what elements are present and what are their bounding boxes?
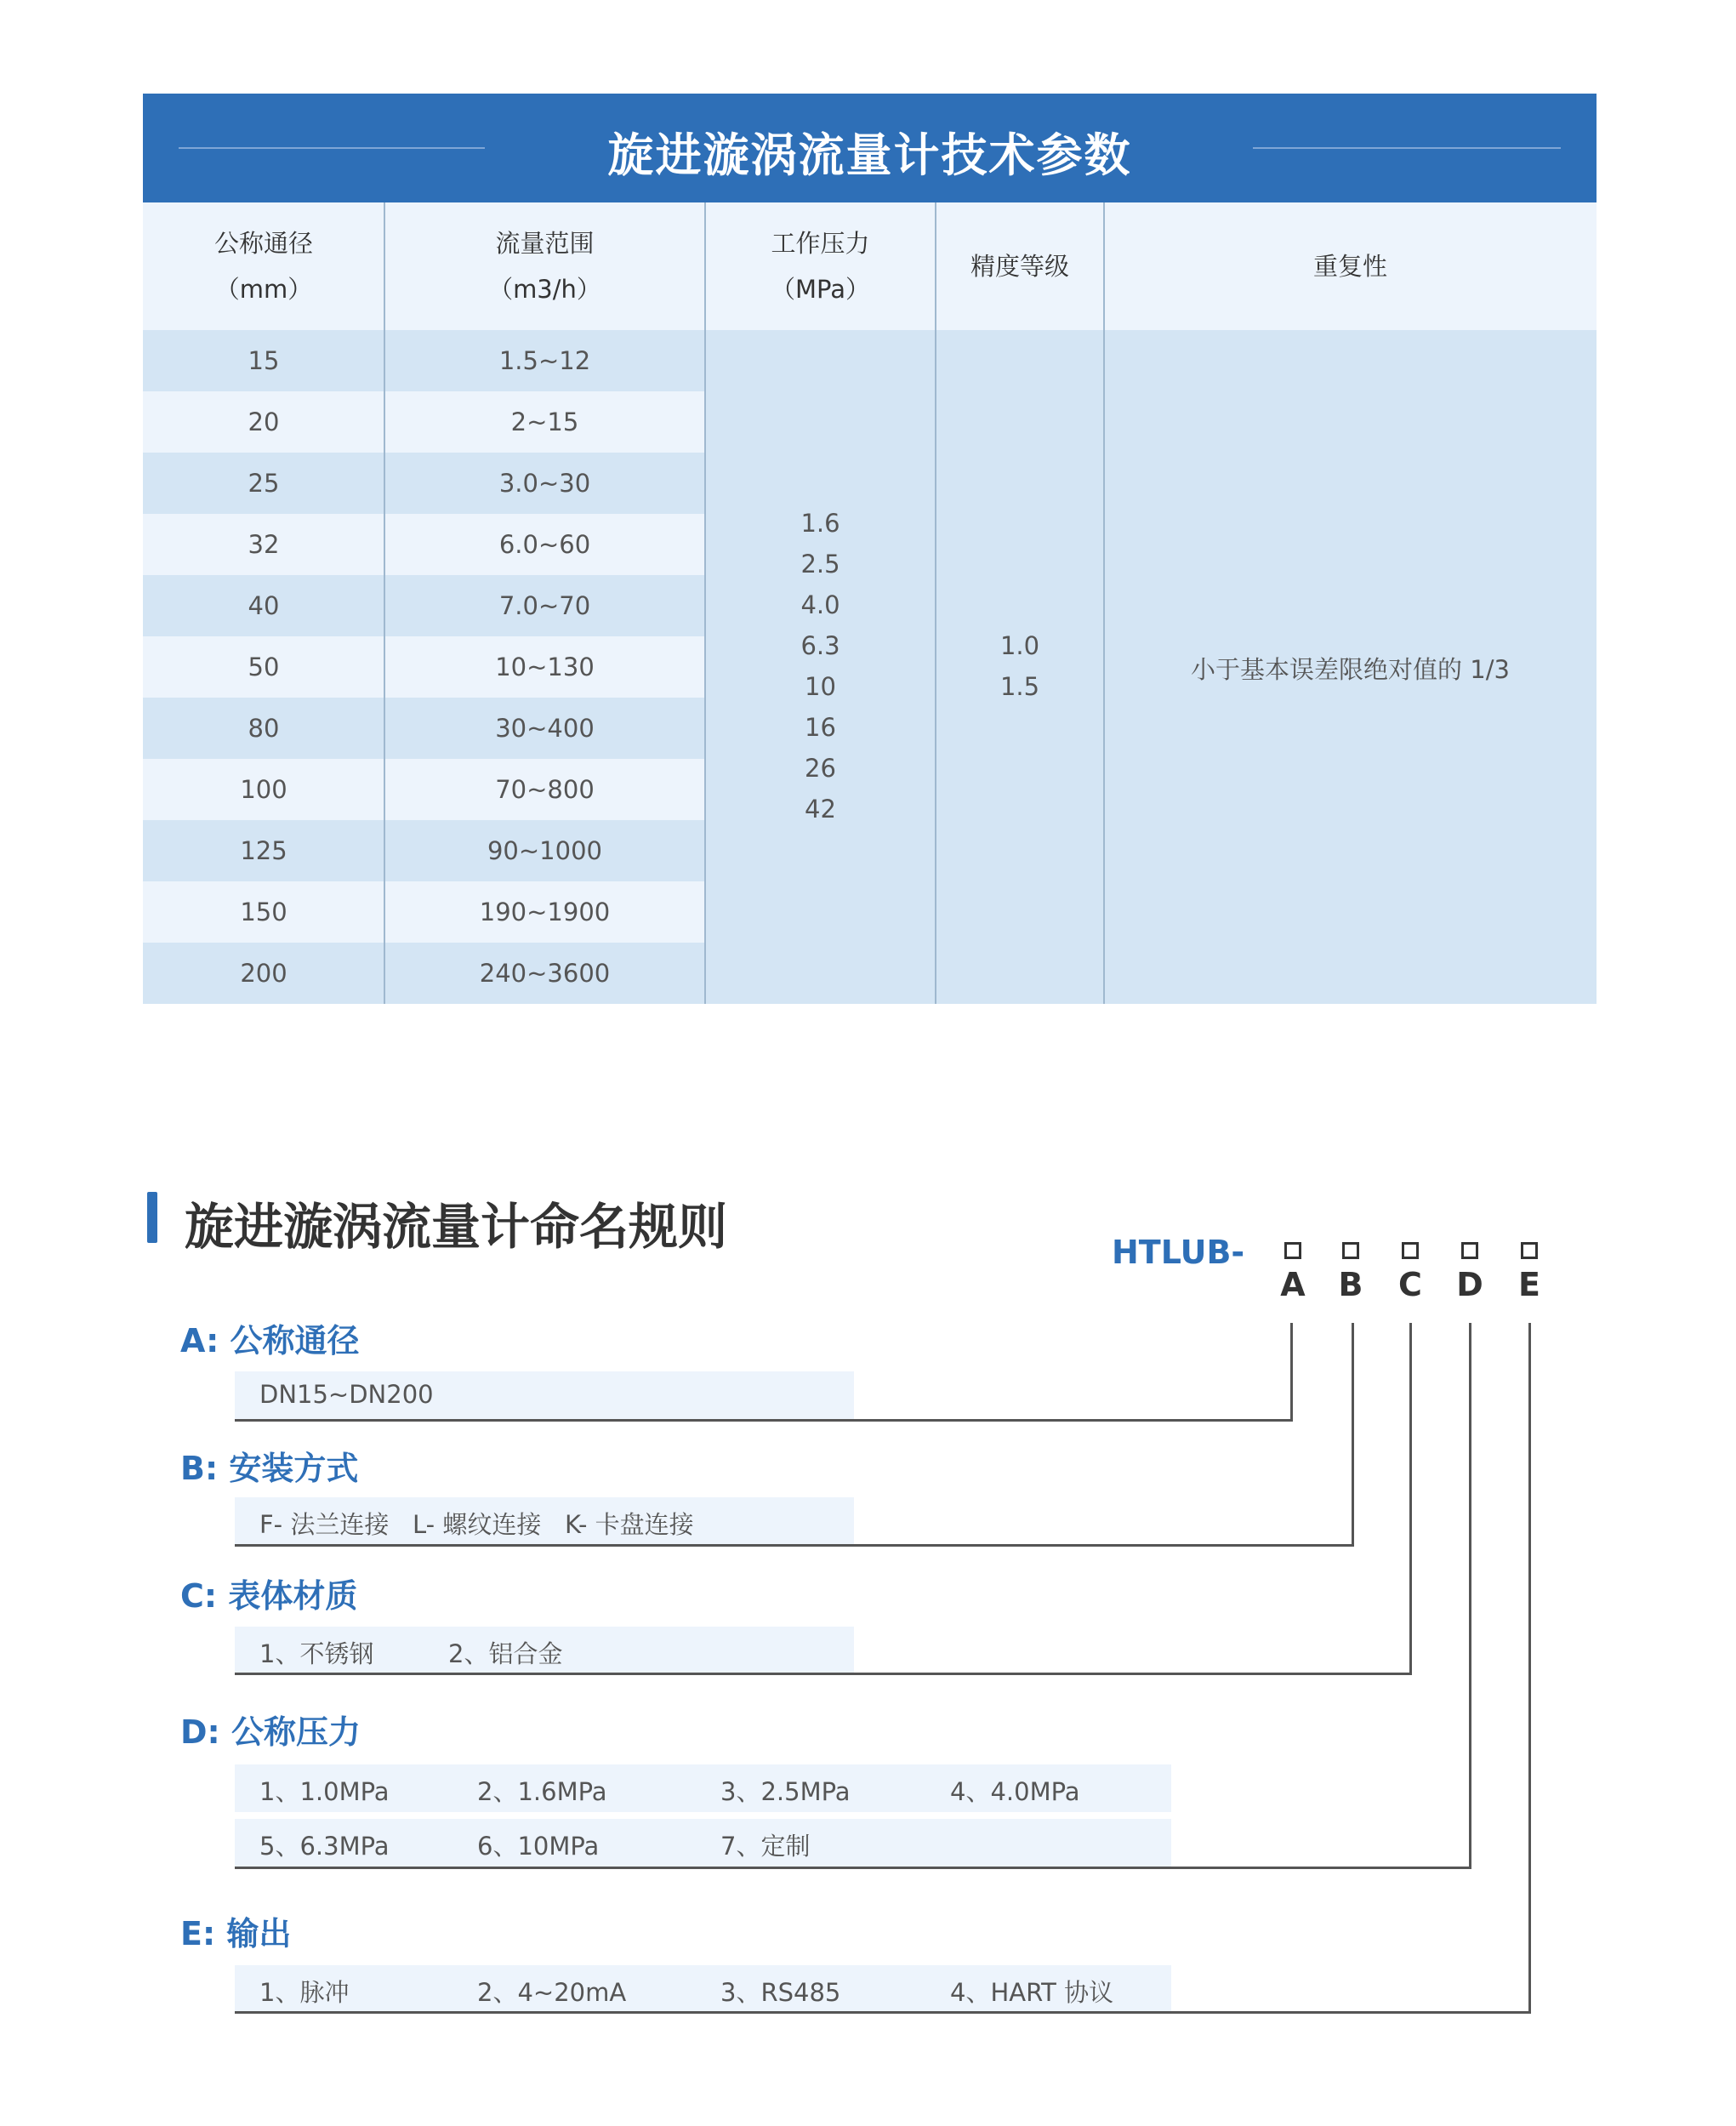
accuracy-value: 1.0: [999, 631, 1040, 660]
connector-c-horizontal: [235, 1673, 1412, 1675]
dn-cell: 150: [240, 898, 287, 926]
table-row: [143, 636, 705, 698]
flow-cell: 6.0~60: [498, 530, 591, 559]
section-d-option: 4、4.0MPa: [950, 1777, 1080, 1806]
section-d-option: 6、10MPa: [477, 1832, 600, 1861]
dn-cell: 15: [248, 346, 280, 375]
column-divider: [384, 202, 385, 1004]
header-accuracy: [936, 202, 1104, 330]
section-c-option: 2、铝合金: [448, 1639, 563, 1668]
pressure-value: 6.3: [800, 631, 840, 660]
header-diameter: [143, 202, 384, 330]
pressure-value: 16: [805, 713, 836, 742]
section-d-label: D: 公称压力: [180, 1713, 361, 1751]
section-b-option: F- 法兰连接 L- 螺纹连接 K- 卡盘连接: [259, 1510, 694, 1539]
flow-cell: 10~130: [495, 653, 595, 681]
header-pressure-label: 工作压力: [771, 229, 870, 258]
section-d-option: 5、6.3MPa: [259, 1832, 390, 1861]
pressure-value: 26: [805, 754, 836, 783]
column-divider: [1103, 202, 1105, 1004]
table-row: [143, 453, 705, 514]
connector-a-vertical: [1290, 1323, 1293, 1422]
section-c-label: C: 表体材质: [180, 1577, 358, 1615]
section-accent-bar: [147, 1192, 157, 1243]
pressure-value: 1.6: [800, 509, 840, 538]
code-box-a: [1284, 1242, 1301, 1259]
connector-b-vertical: [1352, 1323, 1354, 1547]
pressure-value: 4.0: [800, 590, 840, 619]
header-accuracy-label: 精度等级: [970, 252, 1069, 281]
connector-a-horizontal: [235, 1419, 1293, 1422]
connector-c-vertical: [1409, 1323, 1412, 1675]
section-e-label: E: 输出: [180, 1915, 292, 1952]
dn-cell: 40: [248, 591, 280, 620]
connector-b-horizontal: [235, 1544, 1354, 1547]
flow-cell: 30~400: [495, 714, 595, 743]
table-row: [143, 881, 705, 943]
dn-cell: 50: [248, 653, 280, 681]
pressure-value: 2.5: [800, 550, 840, 579]
section-e-option: 3、RS485: [720, 1978, 841, 2007]
section-a-option: DN15~DN200: [259, 1380, 434, 1409]
section-e-option: 1、脉冲: [259, 1978, 350, 2007]
column-divider: [704, 202, 706, 1004]
dn-cell: 100: [240, 775, 287, 804]
code-box-e: [1521, 1242, 1538, 1259]
dn-cell: 32: [248, 530, 280, 559]
flow-cell: 240~3600: [479, 959, 611, 988]
dn-cell: 200: [240, 959, 287, 988]
code-letter-e: E: [1518, 1266, 1540, 1303]
dn-cell: 125: [240, 836, 287, 865]
section-e-option: 2、4~20mA: [477, 1978, 627, 2007]
connector-d-vertical: [1469, 1323, 1471, 1869]
model-prefix: HTLUB-: [1112, 1234, 1245, 1271]
code-letter-b: B: [1338, 1266, 1363, 1303]
code-letter-a: A: [1280, 1266, 1306, 1303]
header-flow: [384, 202, 705, 330]
flow-cell: 70~800: [495, 775, 595, 804]
dn-cell: 20: [248, 408, 280, 436]
section-d-option: 1、1.0MPa: [259, 1777, 390, 1806]
accuracy-values: [936, 625, 1104, 707]
flow-cell: 190~1900: [479, 898, 611, 926]
code-letter-c: C: [1398, 1266, 1422, 1303]
section-a-label: A: 公称通径: [180, 1322, 360, 1359]
connector-d-horizontal: [235, 1867, 1471, 1869]
column-divider: [935, 202, 936, 1004]
table-row: [143, 575, 705, 636]
code-box-b: [1342, 1242, 1359, 1259]
pressure-value: 42: [805, 795, 836, 824]
header-flow-unit: （m3/h）: [488, 275, 601, 304]
dn-cell: 25: [248, 469, 280, 498]
header-diameter-unit: （mm）: [214, 275, 313, 304]
header-flow-label: 流量范围: [495, 229, 595, 258]
section-e-option: 4、HART 协议: [950, 1978, 1114, 2007]
header-repeatability: [1104, 202, 1597, 330]
table-row: [143, 391, 705, 453]
header-repeatability-label: 重复性: [1312, 252, 1387, 281]
connector-e-horizontal: [235, 2011, 1531, 2014]
table-row: [143, 514, 705, 575]
section-d-option: 3、2.5MPa: [720, 1777, 851, 1806]
code-box-c: [1402, 1242, 1419, 1259]
section-c-option: 1、不锈钢: [259, 1639, 374, 1668]
connector-e-vertical: [1528, 1323, 1531, 2014]
section-d-option: 7、定制: [720, 1832, 811, 1861]
header-diameter-label: 公称通径: [213, 229, 313, 258]
table-row: [143, 330, 705, 391]
table-row: [143, 820, 705, 881]
table-row: [143, 698, 705, 759]
flow-cell: 7.0~70: [498, 591, 591, 620]
repeatability-value: 小于基本误差限绝对值的 1/3: [1191, 655, 1510, 684]
pressure-values: [705, 503, 936, 829]
naming-title: 旋进漩涡流量计命名规则: [185, 1198, 728, 1256]
table-row: [143, 943, 705, 1004]
header-pressure: [705, 202, 936, 330]
table-row: [143, 759, 705, 820]
flow-cell: 90~1000: [487, 836, 602, 865]
code-letter-d: D: [1456, 1266, 1483, 1303]
flow-cell: 3.0~30: [498, 469, 591, 498]
flow-cell: 1.5~12: [498, 346, 591, 375]
code-box-d: [1461, 1242, 1478, 1259]
accuracy-value: 1.5: [999, 672, 1040, 701]
dn-cell: 80: [248, 714, 280, 743]
pressure-value: 10: [805, 672, 836, 701]
section-b-label: B: 安装方式: [180, 1450, 359, 1487]
flow-cell: 2~15: [510, 408, 579, 436]
spec-table-title: 旋进漩涡流量计技术参数: [607, 128, 1132, 182]
header-pressure-unit: （MPa）: [771, 275, 870, 304]
section-d-option: 2、1.6MPa: [477, 1777, 607, 1806]
spec-table-header: [143, 94, 1597, 202]
